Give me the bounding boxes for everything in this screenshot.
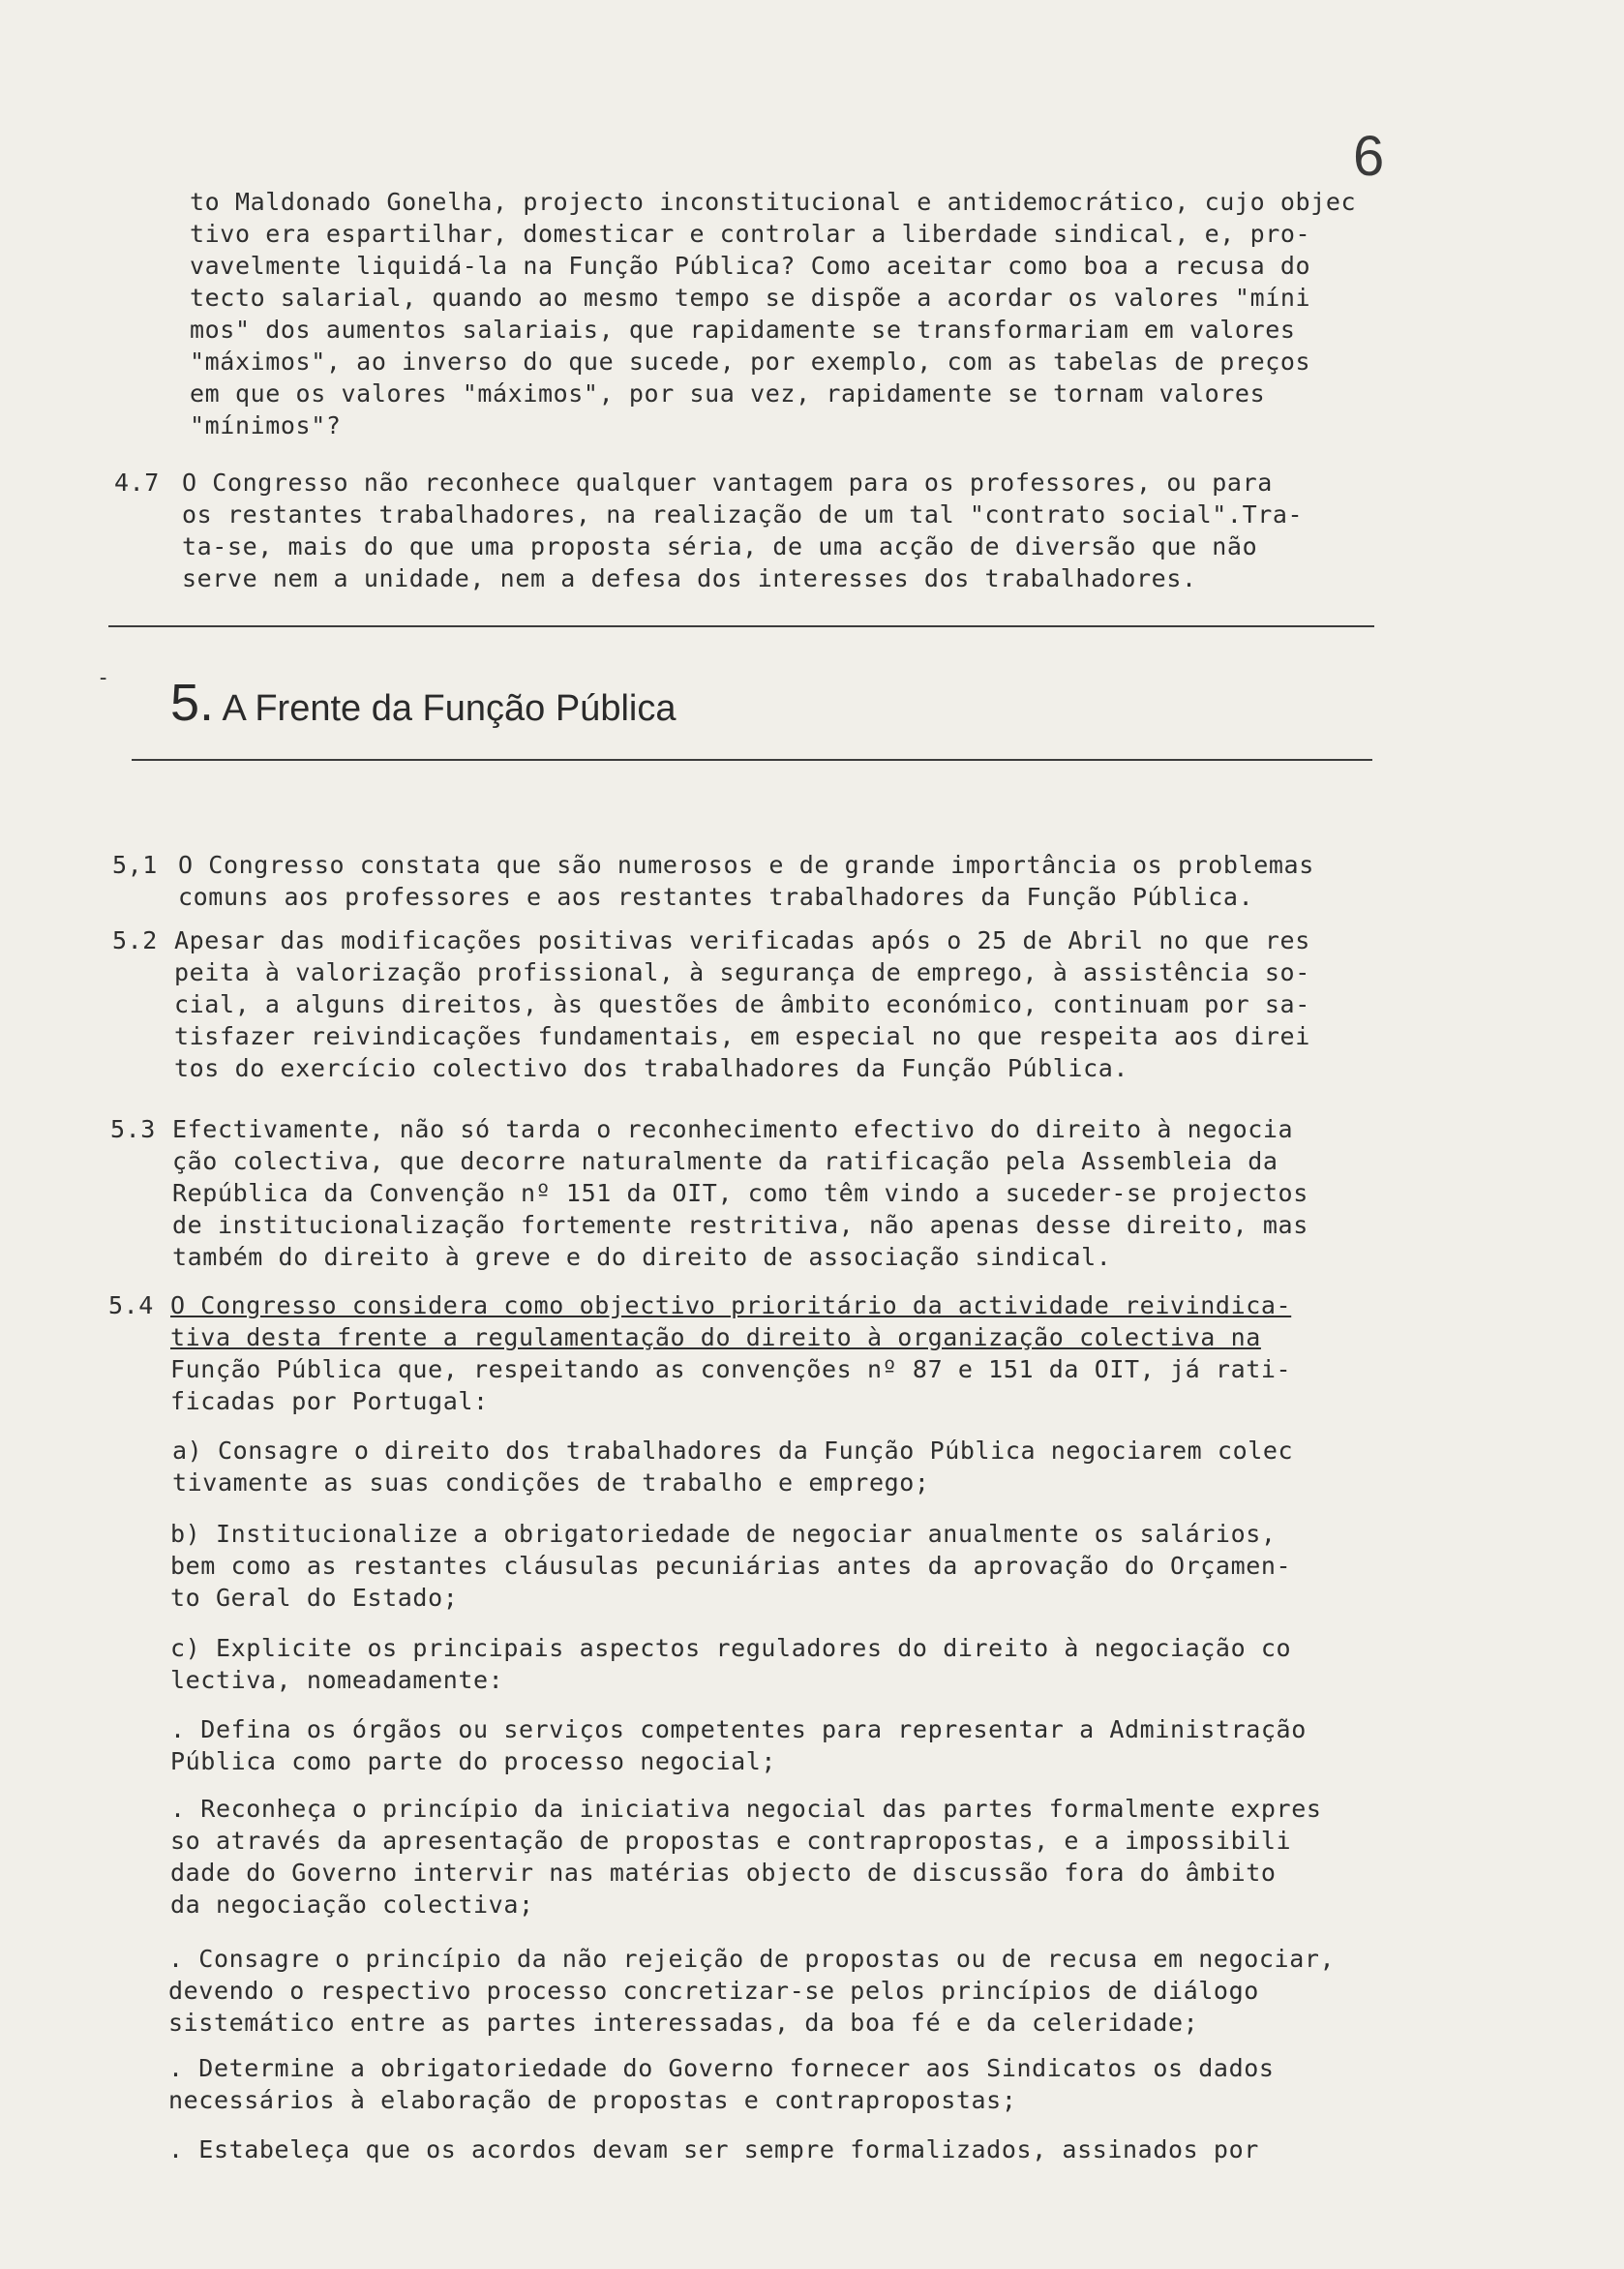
text-line: dade do Governo intervir nas matérias objecto de discussão fora do âmbito	[170, 1859, 1277, 1887]
text-line: comuns aos professores e aos restantes trabalhadores da Função Pública.	[178, 883, 1254, 911]
text-line: cial, a alguns direitos, às questões de âmbito económico, continuam por sa-	[174, 990, 1310, 1018]
text-line: tecto salarial, quando ao mesmo tempo se dispõe a acordar os valores "míni	[190, 284, 1311, 312]
bullet-item	[168, 1943, 1335, 2039]
section-rule-bottom	[132, 759, 1372, 761]
text-line: "máximos", ao inverso do que sucede, por exemplo, com as tabelas de preços	[190, 348, 1311, 376]
text-line: de institucionalização fortemente restritiva, não apenas desse direito, mas	[172, 1211, 1308, 1239]
text-line: tivamente as suas condições de trabalho e emprego;	[172, 1468, 930, 1497]
text-line: . Defina os órgãos ou serviços competentes para representar a Administração	[170, 1715, 1307, 1743]
text-line: so através da apresentação de propostas e contrapropostas, e a impossibili	[170, 1827, 1292, 1855]
paragraph-5-2	[174, 924, 1310, 1084]
text-line: Pública como parte do processo negocial;	[170, 1747, 777, 1775]
text-line: tiva desta frente a regulamentação do direito à organização colectiva na	[170, 1323, 1261, 1351]
bullet-item	[168, 2133, 1259, 2165]
text-line: tivo era espartilhar, domesticar e controlar a liberdade sindical, e, pro-	[190, 220, 1311, 248]
text-line: necessários à elaboração de propostas e contrapropostas;	[168, 2086, 1017, 2114]
text-line: . Determine a obrigatoriedade do Governo fornecer aos Sindicatos os dados	[168, 2054, 1275, 2082]
text-line: O Congresso considera como objectivo prioritário da actividade reivindica-	[170, 1291, 1292, 1319]
text-line: . Consagre o princípio da não rejeição de propostas ou de recusa em negociar,	[168, 1945, 1336, 1973]
paragraph-5-4	[170, 1289, 1291, 1417]
text-line: "mínimos"?	[190, 411, 342, 439]
text-line: tos do exercício colectivo dos trabalhadores da Função Pública.	[174, 1054, 1129, 1082]
text-line: lectiva, nomeadamente:	[170, 1666, 504, 1694]
text-line: mos" dos aumentos salariais, que rapidamente se transformariam em valores	[190, 316, 1296, 344]
section-title: A Frente da Função Pública	[222, 688, 677, 729]
text-line: to Geral do Estado;	[170, 1584, 459, 1612]
text-line: da negociação colectiva;	[170, 1891, 534, 1919]
item-number: 5.4	[108, 1291, 154, 1319]
item-number: 4.7	[114, 469, 160, 497]
text-line: também do direito à greve e do direito de associação sindical.	[172, 1243, 1112, 1271]
text-line: vavelmente liquidá-la na Função Pública? Como aceitar como boa a recusa do	[190, 252, 1311, 280]
text-line: sistemático entre as partes interessadas, da boa fé e da celeridade;	[168, 2009, 1199, 2037]
text-line: ção colectiva, que decorre naturalmente da ratificação pela Assembleia da	[172, 1147, 1278, 1175]
section-number: 5.	[170, 674, 215, 732]
item-number: 5.2	[112, 926, 158, 954]
subitem-a	[172, 1435, 1293, 1498]
text-line: ta-se, mais do que uma proposta séria, de uma acção de diversão que não	[182, 532, 1258, 560]
item-number: 5,1	[112, 851, 158, 879]
text-line: peita à valorização profissional, à segurança de emprego, à assistência so-	[174, 958, 1310, 986]
text-line: bem como as restantes cláusulas pecuniárias antes da aprovação do Orçamen-	[170, 1552, 1292, 1580]
paragraph-5-3	[172, 1113, 1308, 1273]
text-line: Apesar das modificações positivas verificadas após o 25 de Abril no que res	[174, 926, 1310, 954]
text-line: ficadas por Portugal:	[170, 1387, 489, 1415]
intro-paragraph	[190, 186, 1356, 441]
section-rule-top	[108, 625, 1374, 627]
text-line: os restantes trabalhadores, na realização de um tal "contrato social".Tra-	[182, 500, 1304, 529]
subitem-c	[170, 1632, 1291, 1696]
paragraph-4-7	[182, 467, 1303, 594]
text-line: O Congresso constata que são numerosos e de grande importância os problemas	[178, 851, 1314, 879]
paragraph-5-1	[178, 849, 1314, 913]
text-line: República da Convenção nº 151 da OIT, como têm vindo a suceder-se projectos	[172, 1179, 1308, 1207]
bullet-item	[168, 2052, 1275, 2116]
text-line: . Reconheça o princípio da iniciativa negocial das partes formalmente expres	[170, 1795, 1322, 1823]
text-line: O Congresso não reconhece qualquer vantagem para os professores, ou para	[182, 469, 1273, 497]
margin-mark: -	[97, 666, 110, 690]
subitem-b	[170, 1518, 1291, 1614]
text-line: . Estabeleça que os acordos devam ser sempre formalizados, assinados por	[168, 2135, 1259, 2163]
page-number: 6	[1353, 125, 1385, 188]
text-line: serve nem a unidade, nem a defesa dos interesses dos trabalhadores.	[182, 564, 1197, 592]
text-line: b) Institucionalize a obrigatoriedade de negociar anualmente os salários,	[170, 1520, 1277, 1548]
text-line: c) Explicite os principais aspectos reguladores do direito à negociação co	[170, 1634, 1292, 1662]
text-line: Função Pública que, respeitando as convenções nº 87 e 151 da OIT, já rati-	[170, 1355, 1292, 1383]
text-line: tisfazer reivindicações fundamentais, em especial no que respeita aos direi	[174, 1022, 1310, 1050]
text-line: devendo o respectivo processo concretizar-se pelos princípios de diálogo	[168, 1977, 1259, 2005]
text-line: to Maldonado Gonelha, projecto inconstitucional e antidemocrático, cujo objec	[190, 188, 1357, 216]
text-line: em que os valores "máximos", por sua vez, rapidamente se tornam valores	[190, 379, 1266, 408]
text-line: a) Consagre o direito dos trabalhadores da Função Pública negociarem colec	[172, 1437, 1294, 1465]
bullet-item	[170, 1793, 1322, 1921]
section-heading	[170, 673, 676, 733]
bullet-item	[170, 1713, 1307, 1777]
item-number: 5.3	[110, 1115, 156, 1143]
text-line: Efectivamente, não só tarda o reconhecimento efectivo do direito à negocia	[172, 1115, 1294, 1143]
